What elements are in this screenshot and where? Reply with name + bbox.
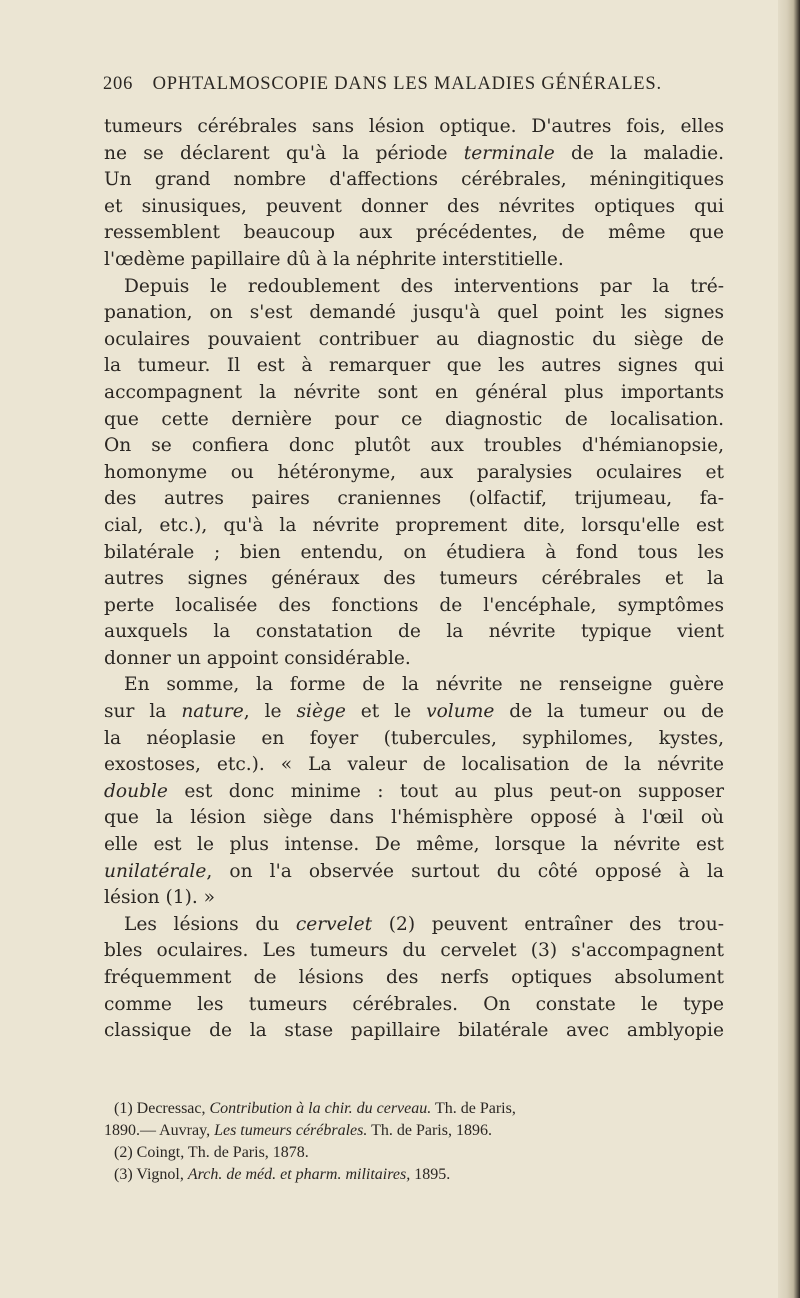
text-line bbox=[104, 194, 724, 221]
text-line bbox=[104, 247, 724, 274]
text-line bbox=[104, 353, 724, 380]
text-line bbox=[104, 1018, 724, 1045]
text-line bbox=[104, 114, 724, 141]
text-run: ne se déclarent qu'à la période bbox=[104, 142, 464, 164]
text-line bbox=[104, 938, 724, 965]
text-run: exostoses, etc.). « La valeur de localisation de la névrite bbox=[104, 754, 724, 776]
italic-text: Arch. de méd. et pharm. militaires, bbox=[187, 1166, 411, 1183]
text-line bbox=[104, 805, 724, 832]
footnote-line bbox=[104, 1142, 724, 1164]
text-run: On se confiera donc plutôt aux troubles d'hémianopsie, bbox=[104, 435, 724, 457]
text-run: la tumeur. Il est à remarquer que les autres signes qui bbox=[104, 355, 724, 377]
text-run: et le bbox=[345, 701, 427, 723]
text-line bbox=[104, 486, 724, 513]
text-line bbox=[104, 141, 724, 168]
text-run: (3) Vignol, bbox=[114, 1166, 188, 1183]
text-line bbox=[104, 699, 724, 726]
text-line bbox=[104, 832, 724, 859]
running-header bbox=[103, 74, 743, 95]
text-run: , le bbox=[243, 701, 297, 723]
text-run: bles oculaires. Les tumeurs du cervelet (3) s'accompagnent bbox=[104, 940, 724, 962]
text-run: et sinusiques, peuvent donner des névrites optiques qui bbox=[104, 195, 724, 217]
text-line bbox=[104, 274, 724, 301]
text-line bbox=[104, 220, 724, 247]
text-line bbox=[104, 593, 724, 620]
italic-text: cervelet bbox=[295, 913, 373, 935]
text-run: (1) Decressac, bbox=[114, 1100, 210, 1117]
text-line bbox=[104, 540, 724, 567]
text-run: des autres paires craniennes (olfactif, trijumeau, fa- bbox=[104, 488, 724, 510]
text-line bbox=[104, 513, 724, 540]
text-line bbox=[104, 380, 724, 407]
italic-text: volume bbox=[426, 701, 495, 723]
text-run: fréquemment de lésions des nerfs optiques absolument bbox=[104, 967, 724, 988]
text-run: Un grand nombre d'affections cérébrales, méningitiques bbox=[104, 169, 724, 191]
text-run: cial, etc.), qu'à la névrite proprement dite, lorsqu'elle est bbox=[104, 514, 724, 536]
text-run: comme les tumeurs cérébrales. On constate le type bbox=[104, 993, 724, 1015]
text-line bbox=[104, 407, 724, 434]
footnote-line bbox=[104, 1098, 724, 1120]
text-line bbox=[104, 912, 724, 939]
text-run: que cette dernière pour ce diagnostic de localisation. bbox=[104, 408, 724, 430]
text-run: oculaires pouvaient contribuer au diagnostic du siège de bbox=[104, 328, 724, 350]
text-run: 1895. bbox=[410, 1166, 451, 1183]
text-line bbox=[104, 779, 724, 806]
text-run: que la lésion siège dans l'hémisphère opposé à l'œil où bbox=[104, 807, 724, 829]
text-run: sur la bbox=[104, 701, 182, 723]
text-line bbox=[104, 992, 724, 1019]
text-line bbox=[104, 726, 724, 753]
text-run: lésion (1). » bbox=[104, 887, 216, 909]
text-run: bilatérale ; bien entendu, on étudiera à fond tous les bbox=[104, 541, 724, 563]
text-run: de la tumeur ou de bbox=[494, 701, 724, 723]
text-run: classique de la stase papillaire bilatérale avec amblyopie bbox=[104, 1020, 724, 1042]
text-run: Th. de Paris, bbox=[431, 1100, 516, 1117]
footnotes bbox=[104, 1098, 724, 1186]
italic-text: siège bbox=[296, 701, 346, 723]
text-run: l'œdème papillaire dû à la néphrite interstitielle. bbox=[104, 248, 564, 270]
page-edge-shadow bbox=[778, 0, 800, 1298]
italic-text: Contribution à la chir. du cerveau. bbox=[209, 1100, 432, 1117]
text-line bbox=[104, 672, 724, 699]
text-run: , on l'a observée surtout du côté opposé à la bbox=[206, 860, 724, 882]
text-run: donner un appoint considérable. bbox=[104, 647, 411, 669]
text-run: perte localisée des fonctions de l'encéphale, symptômes bbox=[104, 594, 724, 616]
text-run: En somme, la forme de la névrite ne renseigne guère bbox=[124, 674, 724, 696]
text-line bbox=[104, 646, 724, 673]
text-run: est donc minime : tout au plus peut-on supposer bbox=[167, 780, 724, 802]
text-run: de la maladie. bbox=[554, 142, 724, 164]
running-title: OPHTALMOSCOPIE DANS LES MALADIES GÉNÉRALES. bbox=[152, 74, 662, 94]
text-line bbox=[104, 433, 724, 460]
text-line bbox=[104, 460, 724, 487]
text-run: ressemblent beaucoup aux précédentes, de même que bbox=[104, 222, 724, 244]
text-run: Les lésions du bbox=[124, 913, 296, 935]
text-run: Th. de Paris, 1896. bbox=[367, 1122, 492, 1139]
text-line bbox=[104, 566, 724, 593]
text-run: 1890.— Auvray, bbox=[104, 1122, 215, 1139]
italic-text: double bbox=[104, 780, 168, 802]
text-run: auxquels la constatation de la névrite typique vient bbox=[104, 621, 724, 643]
italic-text: terminale bbox=[463, 142, 555, 164]
text-run: panation, on s'est demandé jusqu'à quel point les signes bbox=[104, 302, 724, 324]
text-line bbox=[104, 167, 724, 194]
text-run: la néoplasie en foyer (tubercules, syphilomes, kystes, bbox=[104, 727, 724, 749]
text-line bbox=[104, 752, 724, 779]
text-run: (2) peuvent entraîner des trou- bbox=[372, 913, 724, 935]
text-line bbox=[104, 619, 724, 646]
text-line bbox=[104, 327, 724, 354]
text-run: autres signes généraux des tumeurs cérébrales et la bbox=[104, 568, 724, 590]
text-run: accompagnent la névrite sont en général plus importants bbox=[104, 381, 724, 403]
text-run: (2) Coingt, Th. de Paris, 1878. bbox=[114, 1144, 309, 1161]
page-number: 206 bbox=[103, 74, 134, 94]
italic-text: nature bbox=[181, 701, 244, 723]
text-run: elle est le plus intense. De même, lorsque la névrite est bbox=[104, 834, 724, 856]
italic-text: Les tumeurs cérébrales. bbox=[214, 1122, 368, 1139]
footnote-line bbox=[104, 1164, 724, 1186]
text-run: Depuis le redoublement des interventions par la tré- bbox=[124, 275, 724, 297]
text-run: homonyme ou hétéronyme, aux paralysies oculaires et bbox=[104, 461, 724, 483]
text-line bbox=[104, 859, 724, 886]
text-run: tumeurs cérébrales sans lésion optique. D'autres fois, elles bbox=[104, 116, 724, 137]
footnote-line bbox=[104, 1120, 724, 1142]
body-text bbox=[104, 114, 724, 1045]
italic-text: unilatérale bbox=[104, 860, 207, 882]
text-line bbox=[104, 965, 724, 992]
text-line bbox=[104, 300, 724, 327]
text-line bbox=[104, 885, 724, 912]
